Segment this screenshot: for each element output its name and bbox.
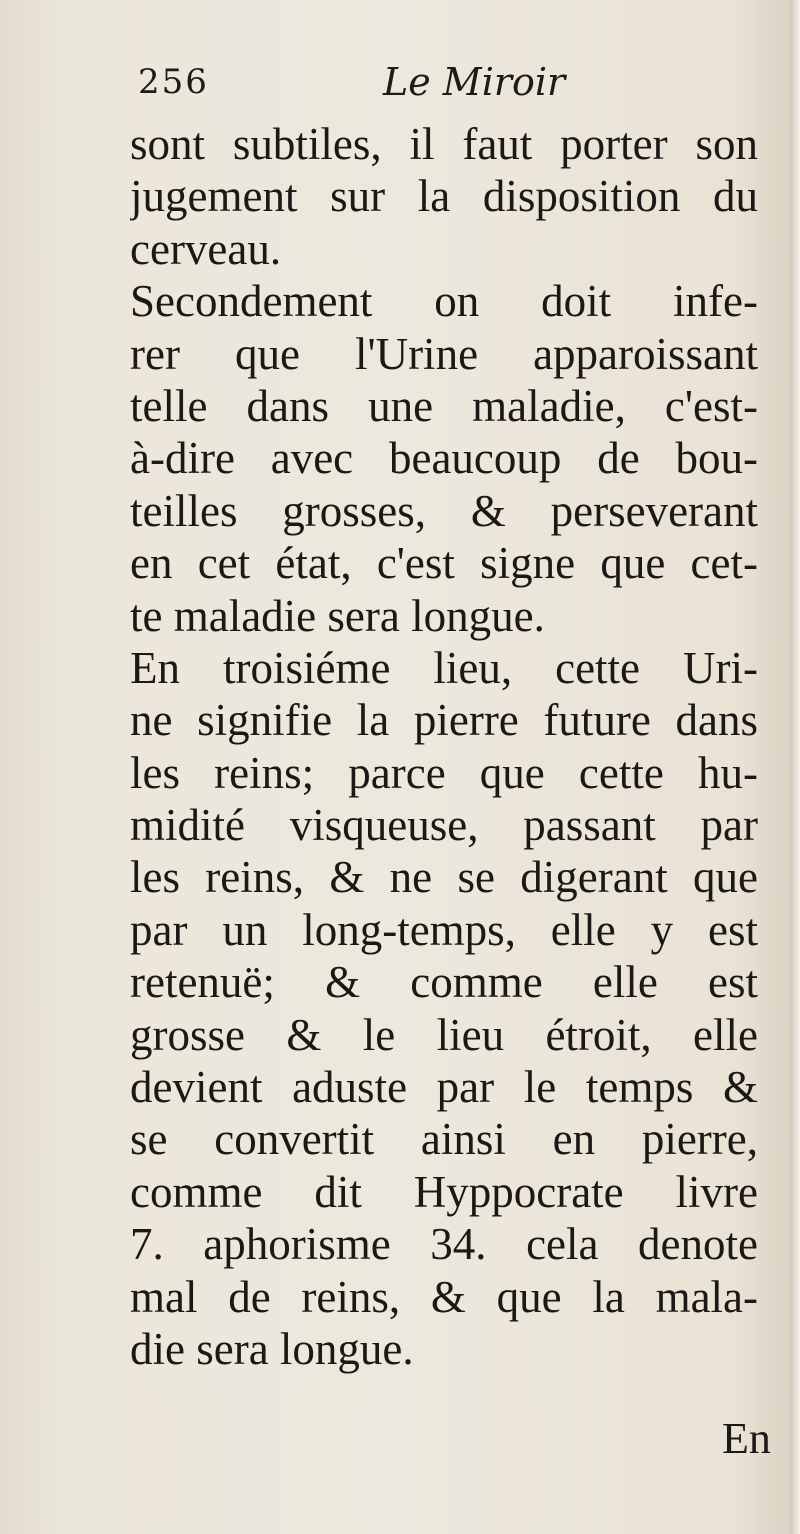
text-line: comme dit Hyppocrate livre xyxy=(130,1166,758,1217)
text-line: telle dans une maladie, c'est- xyxy=(130,380,758,431)
text-line: jugement sur la disposition du xyxy=(130,171,758,222)
text-line: 7. aphorisme 34. cela denote xyxy=(130,1219,758,1270)
page-number: 256 xyxy=(138,62,209,102)
text-line: les reins, & ne se digerant que xyxy=(130,852,758,903)
catchword: En xyxy=(722,1414,771,1463)
text-line: se convertit ainsi en pierre, xyxy=(130,1114,758,1165)
text-line: rer que l'Urine apparoissant xyxy=(130,328,758,379)
text-line: mal de reins, & que la mala- xyxy=(130,1271,758,1322)
text-line: teilles grosses, & perseverant xyxy=(130,485,758,536)
body-text xyxy=(130,118,758,1375)
running-title: Le Miroir xyxy=(383,60,566,104)
text-line: cerveau. xyxy=(130,223,282,274)
text-line: devient aduste par le temps & xyxy=(130,1062,758,1113)
text-line: sont subtiles, il faut porter son xyxy=(130,119,758,169)
text-line: Secondement on doit infe- xyxy=(130,276,758,327)
text-line: par un long-temps, elle y est xyxy=(130,904,758,955)
text-line: à-dire avec beaucoup de bou- xyxy=(130,433,758,484)
text-line: En troisiéme lieu, cette Uri- xyxy=(130,642,758,693)
text-line: te maladie sera longue. xyxy=(130,590,545,641)
page-edge xyxy=(790,0,800,1534)
text-line: les reins; parce que cette hu- xyxy=(130,747,758,798)
text-line: midité visqueuse, passant par xyxy=(130,800,758,851)
text-line: retenuë; & comme elle est xyxy=(130,957,758,1008)
text-line: die sera longue. xyxy=(130,1323,414,1374)
text-line: grosse & le lieu étroit, elle xyxy=(130,1009,758,1060)
page-header xyxy=(138,60,658,110)
text-line: ne signifie la pierre future dans xyxy=(130,695,758,746)
text-line: en cet état, c'est signe que cet- xyxy=(130,538,758,589)
